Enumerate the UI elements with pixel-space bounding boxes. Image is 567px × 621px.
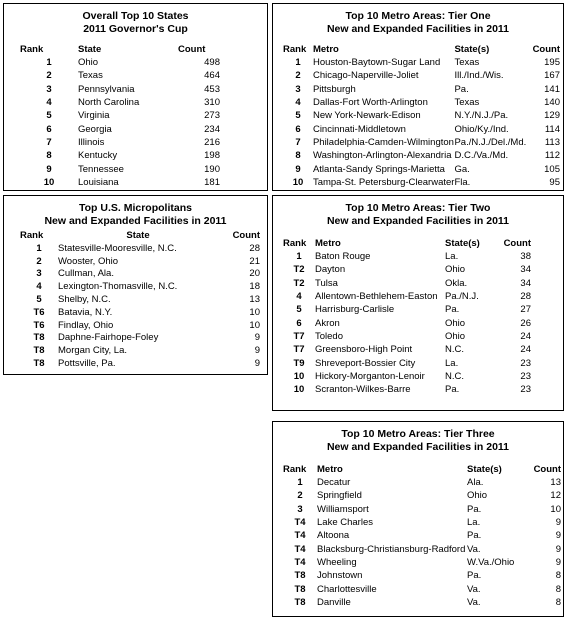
table-cell: 23	[520, 357, 531, 369]
rank-cell: T4	[294, 530, 306, 542]
table-row	[283, 250, 531, 263]
rank-cell: T8	[294, 596, 306, 608]
table-row	[283, 370, 531, 383]
table-row	[20, 96, 220, 109]
table-cell: Harrisburg-Carlisle	[315, 304, 395, 316]
rank-cell: T2	[293, 264, 305, 276]
rank-cell: 10	[293, 384, 305, 396]
table-cell: Pittsburgh	[312, 83, 356, 95]
table-cell: Findlay, Ohio	[58, 319, 114, 331]
table-cell: Wooster, Ohio	[58, 255, 119, 267]
tier-one-table	[283, 42, 560, 189]
rank-cell: 6	[46, 123, 52, 135]
table-cell: N.C.	[445, 370, 464, 382]
table-cell: 21	[249, 255, 260, 267]
rank-cell: 9	[46, 163, 52, 175]
table-cell: 9	[254, 332, 260, 344]
table-cell: 9	[254, 358, 260, 370]
panel-title: Top 10 Metro Areas: Tier Three New and Expanded Facilities in 2011	[326, 428, 510, 453]
table-row	[283, 316, 531, 329]
table-cell: 12	[550, 490, 561, 502]
table-cell: 216	[204, 136, 220, 148]
table-cell: La.	[445, 357, 459, 369]
table-cell: Hickory-Morganton-Lenoir	[315, 370, 425, 382]
rank-cell: 4	[46, 97, 52, 109]
table-cell: Wheeling	[317, 556, 357, 568]
table-cell: 141	[544, 83, 560, 95]
table-cell: 105	[544, 163, 560, 175]
table-row	[283, 476, 561, 489]
table-cell: Pa.	[454, 83, 469, 95]
rank-cell: T8	[33, 345, 45, 357]
table-cell: Dayton	[315, 264, 346, 276]
table-row	[283, 263, 531, 276]
table-header-row: Rank State Count	[20, 229, 260, 241]
table-cell: 24	[520, 330, 531, 342]
table-cell: 10	[249, 306, 260, 318]
table-cell: 23	[520, 384, 531, 396]
table-cell: 9	[555, 517, 561, 529]
rank-cell: T8	[294, 570, 306, 582]
table-cell: Akron	[315, 317, 340, 329]
table-row	[20, 149, 220, 162]
table-cell: Ohio	[445, 317, 466, 329]
table-row	[20, 357, 260, 370]
table-cell: Daphne-Fairhope-Foley	[58, 332, 159, 344]
table-cell: 27	[520, 304, 531, 316]
table-cell: 9	[555, 543, 561, 555]
table-cell: Ohio	[467, 490, 488, 502]
top-states-panel	[3, 3, 268, 191]
table-row	[20, 293, 260, 306]
micropolitans-panel	[3, 195, 268, 375]
table-cell: Texas	[454, 57, 480, 69]
table-cell: Washington-Arlington-Alexandria	[312, 150, 452, 162]
table-cell: W.Va./Ohio	[467, 556, 515, 568]
table-cell: Decatur	[317, 477, 351, 489]
table-cell: 498	[204, 57, 220, 69]
table-header-row: Rank Metro State(s) Count	[283, 463, 561, 475]
rank-cell: T4	[294, 517, 306, 529]
table-row	[20, 122, 220, 135]
table-cell: 198	[204, 150, 220, 162]
table-cell: Va.	[467, 543, 481, 555]
table-cell: 28	[520, 291, 531, 303]
table-cell: Fla.	[454, 176, 471, 188]
rank-cell: 8	[295, 150, 301, 162]
table-row	[20, 332, 260, 345]
table-cell: 190	[204, 163, 220, 175]
rank-cell: 7	[295, 136, 301, 148]
table-row	[20, 69, 220, 82]
table-cell: Okla.	[445, 277, 468, 289]
table-cell: Danville	[317, 596, 351, 608]
table-row	[283, 136, 560, 149]
table-cell: Ga.	[454, 163, 470, 175]
table-row	[283, 122, 560, 135]
table-cell: 453	[204, 83, 220, 95]
table-cell: 140	[544, 97, 560, 109]
table-cell: Chicago-Naperville-Joliet	[312, 70, 419, 82]
table-cell: 38	[520, 251, 531, 263]
table-cell: La.	[445, 251, 459, 263]
table-row	[283, 556, 561, 569]
table-row	[283, 542, 561, 555]
rank-cell: 6	[296, 317, 302, 329]
table-row	[283, 69, 560, 82]
table-row	[20, 83, 220, 96]
table-cell: Statesville-Mooresville, N.C.	[58, 242, 177, 254]
table-row	[283, 303, 531, 316]
table-cell: Tulsa	[315, 277, 338, 289]
table-cell: Ohio	[445, 330, 466, 342]
table-row	[283, 529, 561, 542]
rank-cell: 1	[296, 251, 302, 263]
table-cell: 13	[550, 477, 561, 489]
rank-cell: T7	[293, 344, 305, 356]
table-cell: Texas	[454, 97, 480, 109]
tier-two-table	[283, 236, 531, 396]
rank-cell: 10	[43, 176, 55, 188]
table-cell: 464	[204, 70, 220, 82]
rank-cell: 2	[46, 70, 52, 82]
table-row	[283, 383, 531, 396]
table-row	[20, 242, 260, 255]
table-cell: 129	[544, 110, 560, 122]
table-row	[283, 489, 561, 502]
rank-cell: T9	[293, 357, 305, 369]
rank-cell: T4	[294, 543, 306, 555]
rank-cell: 10	[292, 176, 304, 188]
tier-two-panel	[272, 195, 564, 411]
table-cell: D.C./Va./Md.	[454, 150, 509, 162]
table-cell: Cincinnati-Middletown	[312, 123, 406, 135]
table-cell: 195	[544, 57, 560, 69]
table-cell: Tampa-St. Petersburg-Clearwater	[312, 176, 455, 188]
table-row	[283, 343, 531, 356]
table-row	[283, 596, 561, 609]
table-cell: Atlanta-Sandy Springs-Marietta	[312, 163, 445, 175]
table-cell: 13	[249, 294, 260, 306]
table-cell: 24	[520, 344, 531, 356]
table-cell: Cullman, Ala.	[58, 268, 114, 280]
table-cell: Ohio	[78, 57, 99, 69]
table-row	[283, 277, 531, 290]
rank-cell: 2	[295, 70, 301, 82]
tier-three-panel	[272, 421, 564, 617]
rank-cell: 7	[46, 136, 52, 148]
rank-cell: 5	[296, 304, 302, 316]
table-cell: Pottsville, Pa.	[58, 358, 116, 370]
table-cell: 10	[249, 319, 260, 331]
table-cell: Toledo	[315, 330, 343, 342]
table-cell: Charlottesville	[317, 583, 377, 595]
table-cell: 113	[544, 136, 560, 148]
table-cell: Scranton-Wilkes-Barre	[315, 384, 411, 396]
table-cell: Illinois	[78, 136, 105, 148]
panel-title: Top 10 Metro Areas: Tier Two New and Expanded Facilities in 2011	[326, 202, 510, 227]
table-row	[283, 582, 561, 595]
table-cell: Pa.	[467, 503, 482, 515]
table-cell: Ohio/Ky./Ind.	[454, 123, 509, 135]
table-row	[20, 344, 260, 357]
table-cell: 26	[520, 317, 531, 329]
table-cell: 34	[520, 277, 531, 289]
rank-cell: 1	[297, 477, 303, 489]
panel-title: Top U.S. Micropolitans New and Expanded Facilities in 2011	[44, 202, 227, 227]
table-header-row: Rank Metro State(s) Count	[283, 237, 531, 249]
table-row	[283, 176, 560, 189]
table-row	[283, 503, 561, 516]
rank-cell: T4	[294, 556, 306, 568]
table-cell: Batavia, N.Y.	[58, 306, 113, 318]
table-cell: Va.	[467, 596, 481, 608]
table-cell: Texas	[78, 70, 103, 82]
table-cell: Johnstown	[317, 570, 363, 582]
table-cell: N.Y./N.J./Pa.	[454, 110, 509, 122]
table-cell: N.C.	[445, 344, 464, 356]
table-cell: Baton Rouge	[315, 251, 371, 263]
table-header-row: Rank Metro State(s) Count	[283, 43, 560, 55]
rank-cell: 1	[46, 57, 52, 69]
table-cell: Greensboro-High Point	[315, 344, 413, 356]
table-row	[283, 290, 531, 303]
rank-cell: T8	[33, 358, 45, 370]
table-cell: Allentown-Bethlehem-Easton	[315, 291, 438, 303]
table-cell: Virginia	[78, 110, 110, 122]
rank-cell: 6	[295, 123, 301, 135]
table-row	[283, 149, 560, 162]
table-cell: Springfield	[317, 490, 362, 502]
table-cell: Pa.	[467, 530, 482, 542]
table-cell: Pennsylvania	[78, 83, 135, 95]
table-cell: Pa./N.J./Del./Md.	[454, 136, 527, 148]
table-cell: 8	[555, 570, 561, 582]
table-cell: 18	[249, 281, 260, 293]
table-row	[20, 319, 260, 332]
table-cell: 8	[555, 596, 561, 608]
table-cell: Shreveport-Bossier City	[315, 357, 416, 369]
table-cell: Pa.	[467, 570, 482, 582]
rank-cell: 1	[36, 242, 42, 254]
table-cell: Louisiana	[78, 176, 119, 188]
rank-cell: T7	[293, 330, 305, 342]
table-row	[283, 56, 560, 69]
rank-cell: 8	[46, 150, 52, 162]
table-cell: Georgia	[78, 123, 112, 135]
table-cell: 9	[254, 345, 260, 357]
table-cell: 310	[204, 97, 220, 109]
table-cell: 34	[520, 264, 531, 276]
rank-cell: 2	[36, 255, 42, 267]
tier-one-panel	[272, 3, 564, 191]
table-cell: Kentucky	[78, 150, 118, 162]
table-row	[20, 280, 260, 293]
rank-cell: 10	[293, 370, 305, 382]
table-cell: Pa.	[445, 384, 460, 396]
table-cell: 95	[549, 176, 560, 188]
table-cell: Lake Charles	[317, 517, 373, 529]
rank-cell: T6	[33, 319, 45, 331]
table-cell: 167	[544, 70, 560, 82]
table-cell: Philadelphia-Camden-Wilmington	[312, 136, 454, 148]
micropolitans-table	[20, 228, 260, 370]
table-cell: 9	[555, 530, 561, 542]
panel-title: Overall Top 10 States 2011 Governor's Cup	[82, 10, 189, 35]
rank-cell: 1	[295, 57, 301, 69]
rank-cell: 3	[295, 83, 301, 95]
table-row	[20, 306, 260, 319]
table-cell: Ohio	[445, 264, 466, 276]
table-cell: Blacksburg-Christiansburg-Radford	[317, 543, 466, 555]
table-cell: Shelby, N.C.	[58, 294, 111, 306]
rank-cell: 4	[36, 281, 42, 293]
table-row	[283, 96, 560, 109]
table-row	[283, 83, 560, 96]
table-cell: 28	[249, 242, 260, 254]
table-cell: La.	[467, 517, 481, 529]
table-row	[283, 356, 531, 369]
table-cell: North Carolina	[78, 97, 140, 109]
table-cell: Williamsport	[317, 503, 369, 515]
table-cell: 234	[204, 123, 220, 135]
table-cell: 20	[249, 268, 260, 280]
table-row	[20, 162, 220, 175]
table-cell: Ill./Ind./Wis.	[454, 70, 504, 82]
table-cell: Morgan City, La.	[58, 345, 127, 357]
rank-cell: 4	[295, 97, 301, 109]
table-row	[20, 255, 260, 268]
rank-cell: 9	[295, 163, 301, 175]
table-cell: 9	[555, 556, 561, 568]
table-row	[283, 109, 560, 122]
rank-cell: 5	[46, 110, 52, 122]
tier-three-table	[283, 462, 561, 609]
table-row	[20, 136, 220, 149]
panel-title: Top 10 Metro Areas: Tier One New and Expanded Facilities in 2011	[326, 10, 510, 35]
states-table	[20, 42, 220, 189]
rank-cell: T2	[293, 277, 305, 289]
table-row	[283, 569, 561, 582]
table-cell: Dallas-Fort Worth-Arlington	[312, 97, 428, 109]
table-cell: 181	[204, 176, 220, 188]
rank-cell: T8	[33, 332, 45, 344]
rank-cell: 5	[36, 294, 42, 306]
table-cell: Altoona	[317, 530, 350, 542]
table-cell: 273	[204, 110, 220, 122]
table-row	[20, 109, 220, 122]
table-header-row: Rank State Count	[20, 43, 206, 55]
table-row	[20, 176, 220, 189]
table-cell: 23	[520, 370, 531, 382]
table-cell: 10	[550, 503, 561, 515]
rank-cell: 3	[46, 83, 52, 95]
table-cell: Pa./N.J.	[445, 291, 479, 303]
rank-cell: 5	[295, 110, 301, 122]
rank-cell: T8	[294, 583, 306, 595]
table-cell: Tennessee	[78, 163, 124, 175]
table-row	[20, 268, 260, 281]
table-row	[283, 516, 561, 529]
table-cell: Ala.	[467, 477, 484, 489]
table-row	[283, 162, 560, 175]
table-cell: 8	[555, 583, 561, 595]
table-cell: Pa.	[445, 304, 460, 316]
table-cell: 112	[544, 150, 560, 162]
rank-cell: T6	[33, 306, 45, 318]
rank-cell: 3	[297, 503, 303, 515]
table-cell: New York-Newark-Edison	[312, 110, 421, 122]
table-row	[283, 330, 531, 343]
table-cell: Va.	[467, 583, 481, 595]
table-row	[20, 56, 220, 69]
table-cell: Houston-Baytown-Sugar Land	[312, 57, 441, 69]
table-cell: 114	[544, 123, 560, 135]
table-cell: Lexington-Thomasville, N.C.	[58, 281, 178, 293]
rank-cell: 4	[296, 291, 302, 303]
rank-cell: 2	[297, 490, 303, 502]
rank-cell: 3	[36, 268, 42, 280]
